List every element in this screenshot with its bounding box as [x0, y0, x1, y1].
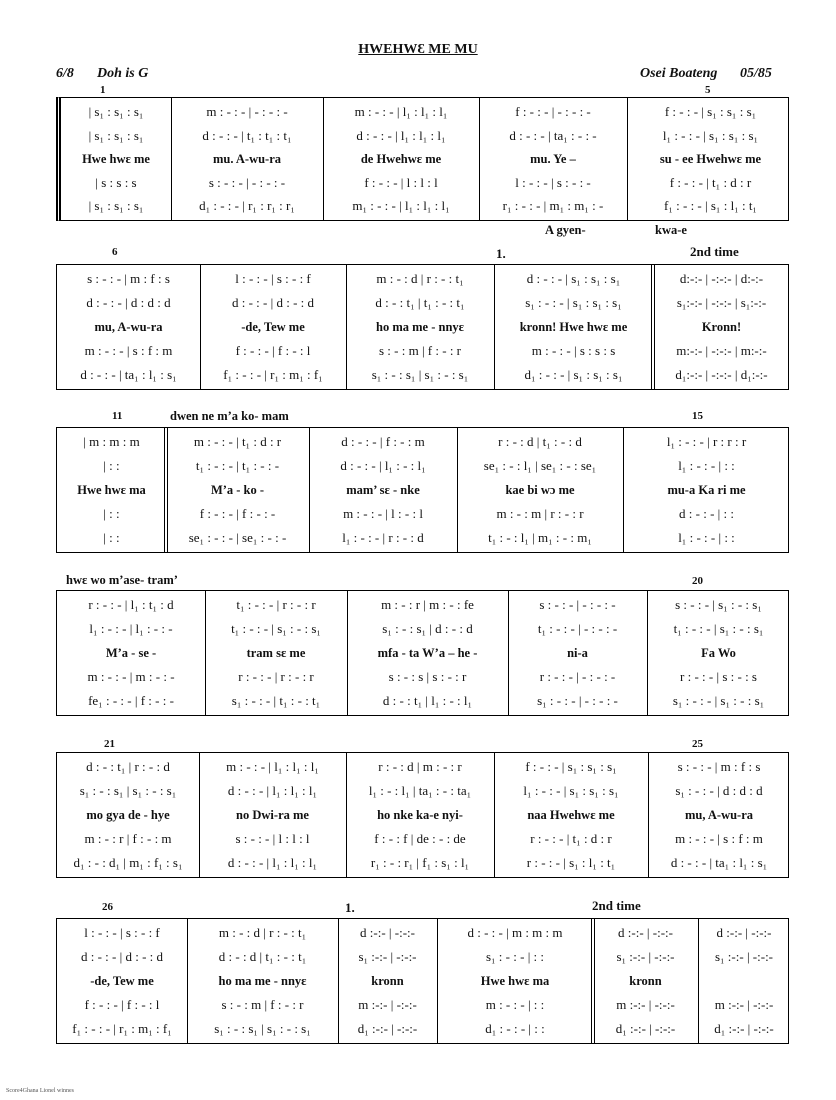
note-cell: m : - : d | r : - : t₁ — [376, 271, 464, 286]
lyric-cell: kronn — [629, 974, 662, 988]
measure-number: 11 — [112, 410, 123, 422]
note-cell: s₁ :-:- | -:-:- — [358, 949, 417, 964]
note-cell: d₁ :-:- | -:-:- — [357, 1021, 418, 1036]
note-cell: | s₁ : s₁ : s₁ — [88, 127, 144, 143]
note-cell: d₁ : - : - | s₁ : s₁ : s₁ — [524, 367, 623, 382]
note-cell: t₁ : - : l₁ | m₁ : - : m₁ — [488, 530, 592, 545]
note-cell: d : - : - | : : — [679, 506, 734, 521]
note-cell: s : - : s | s : - : r — [388, 669, 467, 684]
note-cell: s₁ :-:- | -:-:- — [616, 949, 675, 964]
note-cell: s : - : - | s₁ : - : s₁ — [675, 597, 762, 612]
note-cell: m : - : - | l₁ : l₁ : l₁ — [354, 104, 448, 119]
note-cell: m : - : r | f : - : m — [84, 831, 172, 846]
composition-date: 05/85 — [740, 66, 772, 81]
note-cell: d : - : - | l₁ : l₁ : l₁ — [356, 127, 446, 143]
note-cell: l₁ : - : - | r : - : d — [342, 530, 424, 545]
note-cell: r : - : - | t₁ : d : r — [530, 831, 612, 846]
note-cell: m : - : - | : : — [485, 997, 545, 1012]
note-cell: | : : — [103, 506, 120, 521]
note-cell: d : - : - | ta₁ : l₁ : s₁ — [80, 367, 177, 382]
note-cell: s : - : - | - : - : - — [539, 597, 616, 612]
lyric-cell: mu. Ye – — [530, 152, 576, 167]
lyric-cell: ho ma me - nnyɛ — [218, 974, 307, 988]
note-cell: r : - : - | l₁ : t₁ : d — [88, 597, 174, 612]
note-cell: r : - : - | s₁ : l₁ : t₁ — [526, 855, 616, 870]
note-cell: s : - : - | m : f : s — [87, 271, 170, 286]
note-cell: d:-:- | -:-:- | d:-:- — [679, 271, 764, 286]
lyric-cell: tram sɛ me — [246, 646, 306, 660]
lyric-cell: Hwe hwɛ ma — [77, 483, 146, 497]
measure-number: 25 — [692, 738, 703, 750]
measure-number: 5 — [705, 84, 711, 96]
voice-row — [57, 430, 788, 454]
measure-number: 6 — [112, 246, 118, 258]
note-cell: f : - : - | - : - : - — [515, 104, 591, 119]
note-cell: d : - : - | d : - : d — [231, 295, 315, 310]
voice-row — [57, 363, 788, 387]
note-cell: m : - : - | l₁ : l₁ : l₁ — [226, 759, 319, 774]
note-cell: l₁ : - : - | : : — [678, 530, 735, 545]
lyric-cell: kae bi wɔ me — [505, 483, 575, 497]
note-cell: s₁ : - : s₁ | d : - : d — [382, 621, 473, 636]
note-cell: s₁ : - : - | t₁ : - : t₁ — [231, 693, 321, 708]
note-cell: d : - : d | t₁ : - : t₁ — [218, 949, 307, 964]
footer-watermark: Score4Ghana Lionel winnes — [6, 1088, 74, 1094]
lyric-cell: -de, Tew me — [241, 320, 305, 334]
note-cell: m :-:- | -:-:- — [616, 997, 675, 1012]
first-ending-label: 1. — [496, 246, 506, 261]
note-cell: s : - : - | - : - : - — [208, 174, 286, 190]
voice-row — [57, 1017, 788, 1041]
note-cell: m:-:- | -:-:- | m:-:- — [676, 343, 767, 358]
lyric-cell: naa Hwehwɛ me — [527, 808, 615, 822]
system-2 — [56, 264, 789, 390]
note-cell: f : - : - | f : - : - — [199, 506, 276, 521]
note-cell: s₁ : - : - | : : — [485, 949, 545, 964]
lyric-cell: mu-a Ka ri me — [667, 483, 746, 497]
note-cell: f : - : - | l : l : l — [364, 174, 438, 190]
note-cell: l₁ : - : - | r : r : r — [666, 434, 747, 449]
note-cell: r₁ : - : - | m₁ : m₁ : - — [502, 198, 604, 214]
voice-row — [61, 100, 788, 124]
lyric-row — [57, 315, 788, 339]
note-cell: l₁ : - : - | l₁ : - : - — [89, 621, 173, 636]
note-cell: d : - : - | l₁ : - : l₁ — [340, 458, 426, 473]
note-cell: d :-:- | -:-:- — [716, 925, 772, 940]
note-cell: s₁ : - : - | - : - : - — [537, 693, 618, 708]
lyric-cell: kronn — [371, 974, 404, 988]
lyric-cell: no Dwi-ra me — [236, 808, 309, 822]
note-cell: l : - : - | s : - : f — [84, 925, 160, 940]
note-cell: m₁ : - : - | l₁ : l₁ : l₁ — [352, 198, 450, 214]
voice-row — [57, 617, 788, 641]
second-time-label: 2nd time — [592, 898, 641, 913]
note-cell: d : - : - | f : - : m — [341, 434, 425, 449]
note-cell: m : - : - | s : f : m — [675, 831, 763, 846]
system-1 — [56, 97, 789, 221]
voice-row — [57, 993, 788, 1017]
lyric-cell: mam’ sɛ - nke — [346, 483, 420, 497]
voice-row — [57, 921, 788, 945]
voice-row — [61, 124, 788, 148]
lyric-cell: M’a - se - — [105, 646, 157, 660]
note-cell: | : : — [103, 530, 120, 545]
note-cell: r₁ : - : r₁ | f₁ : s₁ : l₁ — [370, 855, 470, 870]
lyric-below: A gyen- — [545, 223, 586, 237]
note-cell: s₁ : - : s₁ | s₁ : - : s₁ — [371, 367, 469, 382]
note-cell: f : - : f | de : - : de — [374, 831, 466, 846]
lyric-cell: M’a - ko - — [210, 483, 265, 497]
note-cell: r : - : - | s : - : s — [680, 669, 757, 684]
lyric-cell: Fa Wo — [701, 646, 736, 660]
key-signature: Doh is G — [97, 66, 149, 81]
lyric-cell: -de, Tew me — [90, 974, 154, 988]
voice-row — [57, 945, 788, 969]
note-cell: f₁ : - : - | r₁ : m₁ : f₁ — [223, 367, 323, 382]
note-cell: r : - : - | - : - : - — [539, 669, 616, 684]
note-cell: s : - : - | m : f : s — [677, 759, 761, 774]
note-cell: d : - : - | s₁ : s₁ : s₁ — [526, 271, 621, 286]
note-cell: l : - : - | s : - : f — [235, 271, 311, 286]
lyric-above: dwen ne m’a ko- mam — [170, 409, 289, 423]
note-cell: r : - : - | r : - : r — [238, 669, 314, 684]
note-cell: m : - : - | s : s : s — [531, 343, 616, 358]
voice-row — [57, 827, 788, 851]
note-cell: | m : m : m — [83, 434, 140, 449]
note-cell: s₁:-:- | -:-:- | s₁:-:- — [676, 295, 767, 310]
note-cell: d : - : - | l₁ : l₁ : l₁ — [227, 783, 318, 798]
lyric-below: kwa-e — [655, 223, 687, 237]
voice-row — [57, 267, 788, 291]
lyric-cell: Kronn! — [701, 320, 742, 334]
note-cell: t₁ : - : - | s₁ : - : s₁ — [231, 621, 321, 636]
note-cell: s : - : m | f : - : r — [378, 343, 462, 358]
lyric-cell: Hwe hwɛ me — [82, 152, 150, 167]
note-cell: d : - : - | d : - : d — [80, 949, 164, 964]
note-cell: l₁ : - : l₁ | ta₁ : - : ta₁ — [368, 783, 472, 798]
note-cell: f₁ : - : - | s₁ : l₁ : t₁ — [664, 198, 757, 214]
page-title: HWEHWƐ ME MU — [358, 42, 478, 57]
lyric-row — [57, 969, 788, 993]
note-cell: m : - : - | s : f : m — [84, 343, 173, 358]
lyric-row — [61, 147, 788, 171]
note-cell: s₁ : - : - | d : d : d — [675, 783, 763, 798]
voice-row — [57, 779, 788, 803]
note-cell: d₁ : - : - | r₁ : r₁ : r₁ — [199, 198, 295, 214]
note-cell: l₁ : - : - | s₁ : s₁ : s₁ — [523, 783, 619, 798]
note-cell: d : - : t₁ | r : - : d — [86, 759, 170, 774]
note-cell: f : - : - | t₁ : d : r — [669, 174, 752, 190]
voice-row — [61, 171, 788, 195]
note-cell: d : - : - | t₁ : t₁ : t₁ — [202, 127, 292, 143]
note-cell: se₁ : - : - | se₁ : - : - — [188, 530, 287, 545]
lyric-cell: mfa - ta W’a – he - — [377, 646, 478, 660]
note-cell: m : - : - | t₁ : d : r — [193, 434, 282, 449]
note-cell: s₁ : - : - | s₁ : - : s₁ — [672, 693, 765, 708]
system-6 — [56, 918, 789, 1044]
note-cell: s : - : - | l : l : l — [235, 831, 310, 846]
voice-row — [57, 665, 788, 689]
note-cell: t₁ : - : - | t₁ : - : - — [195, 458, 280, 473]
note-cell: d : - : - | d : d : d — [86, 295, 171, 310]
note-cell: f : - : - | s₁ : s₁ : s₁ — [525, 759, 617, 774]
lyric-cell: mo gya de - hye — [86, 808, 170, 822]
note-cell: m :-:- | -:-:- — [714, 997, 774, 1012]
system-4 — [56, 590, 789, 716]
voice-row — [57, 851, 788, 875]
lyric-cell: mu, A-wu-ra — [684, 808, 754, 822]
note-cell: se₁ : - : l₁ | se₁ : - : se₁ — [483, 458, 597, 473]
lyric-cell: Hwe hwɛ ma — [480, 974, 550, 988]
note-cell: d : - : - | ta₁ : - : - — [509, 127, 597, 143]
note-cell: d :-:- | -:-:- — [618, 925, 673, 940]
lyric-cell — [701, 969, 787, 993]
note-cell: d : - : - | l₁ : l₁ : l₁ — [227, 855, 318, 870]
voice-row — [57, 526, 788, 550]
note-cell: f : - : - | f : - : l — [235, 343, 311, 358]
note-cell: d : - : - | m : m : m — [467, 925, 563, 940]
note-cell: l₁ : - : - | : : — [678, 458, 735, 473]
note-cell: f₁ : - : - | r₁ : m₁ : f₁ — [72, 1021, 172, 1036]
note-cell: m : - : - | - : - : - — [206, 104, 288, 119]
note-cell: m : - : m | r : - : r — [496, 506, 584, 521]
lyric-cell: kronn! Hwe hwɛ me — [519, 320, 628, 334]
note-cell: m :-:- | -:-:- — [358, 997, 417, 1012]
note-cell: d₁ :-:- | -:-:- — [714, 1021, 774, 1036]
note-cell: | s₁ : s₁ : s₁ — [88, 104, 144, 119]
note-cell: m : - : - | l : - : l — [343, 506, 423, 521]
note-cell: s : - : m | f : - : r — [221, 997, 304, 1012]
note-cell: d₁ :-:- | -:-:- — [615, 1021, 676, 1036]
note-cell: r : - : d | t₁ : - : d — [498, 434, 582, 449]
voice-row — [57, 689, 788, 713]
note-cell: | : : — [103, 458, 120, 473]
lyric-cell: ni-a — [567, 646, 588, 660]
measure-number: 21 — [104, 738, 115, 750]
note-cell: f : - : - | s₁ : s₁ : s₁ — [664, 104, 757, 119]
lyric-cell: de Hwehwɛ me — [360, 152, 442, 167]
lyric-cell: ho ma me - nnyɛ — [376, 320, 464, 334]
note-cell: d₁ : - : d₁ | m₁ : f₁ : s₁ — [73, 855, 183, 870]
measure-number: 26 — [102, 901, 113, 913]
system-5 — [56, 752, 789, 878]
lyric-cell: su - ee Hwehwɛ me — [659, 152, 762, 167]
note-cell: s₁ : - : s₁ | s₁ : - : s₁ — [214, 1021, 311, 1036]
note-cell: | s : s : s — [95, 174, 137, 190]
voice-row — [57, 454, 788, 478]
note-cell: m : - : r | m : - : fe — [381, 597, 474, 612]
measure-number: 20 — [692, 575, 703, 587]
note-cell: t₁ : - : - | r : - : r — [236, 597, 316, 612]
note-cell: r : - : d | m : - : r — [378, 759, 462, 774]
lyric-cell: mu, A-wu-ra — [94, 320, 163, 334]
note-cell: m : - : - | m : - : - — [87, 669, 175, 684]
note-cell: d₁ : - : - | : : — [485, 1021, 545, 1036]
voice-row — [57, 502, 788, 526]
note-cell: d : - : t₁ | t₁ : - : t₁ — [375, 295, 465, 310]
lyric-above: hwɛ wo m’ase- tram’ — [66, 573, 178, 587]
lyric-row — [57, 803, 788, 827]
second-time-label: 2nd time — [690, 244, 739, 259]
composer: Osei Boateng — [640, 66, 718, 81]
note-cell: l₁ : - : - | s₁ : s₁ : s₁ — [662, 127, 759, 143]
note-cell: t₁ : - : - | s₁ : - : s₁ — [673, 621, 764, 636]
note-cell: d : - : t₁ | l₁ : - : l₁ — [382, 693, 473, 708]
voice-row — [57, 291, 788, 315]
voice-row — [57, 339, 788, 363]
measure-number: 15 — [692, 410, 703, 422]
note-cell: fe₁ : - : - | f : - : - — [88, 693, 174, 708]
system-3 — [56, 427, 789, 553]
note-cell: d₁:-:- | -:-:- | d₁:-:- — [675, 367, 768, 382]
voice-row — [61, 194, 788, 218]
note-cell: | s₁ : s₁ : s₁ — [88, 198, 144, 214]
lyric-row — [57, 641, 788, 665]
lyric-row — [57, 478, 788, 502]
measure-number: 1 — [100, 84, 106, 96]
note-cell: s₁ : - : s₁ | s₁ : - : s₁ — [79, 783, 177, 798]
note-cell: t₁ : - : - | - : - : - — [537, 621, 618, 636]
note-cell: m : - : d | r : - : t₁ — [218, 925, 307, 940]
note-cell: d :-:- | -:-:- — [360, 925, 415, 940]
first-ending-label: 1. — [345, 900, 355, 915]
note-cell: s₁ :-:- | -:-:- — [714, 949, 774, 964]
lyric-cell: ho nke ka-e nyi- — [377, 808, 463, 822]
voice-row — [57, 755, 788, 779]
note-cell: s₁ : - : - | s₁ : s₁ : s₁ — [525, 295, 622, 310]
lyric-cell: mu. A-wu-ra — [212, 152, 282, 167]
note-cell: d : - : - | ta₁ : l₁ : s₁ — [670, 855, 768, 870]
note-cell: l : - : - | s : - : - — [515, 174, 591, 190]
voice-row — [57, 593, 788, 617]
note-cell: f : - : - | f : - : l — [84, 997, 160, 1012]
meter: 6/8 — [56, 66, 74, 81]
